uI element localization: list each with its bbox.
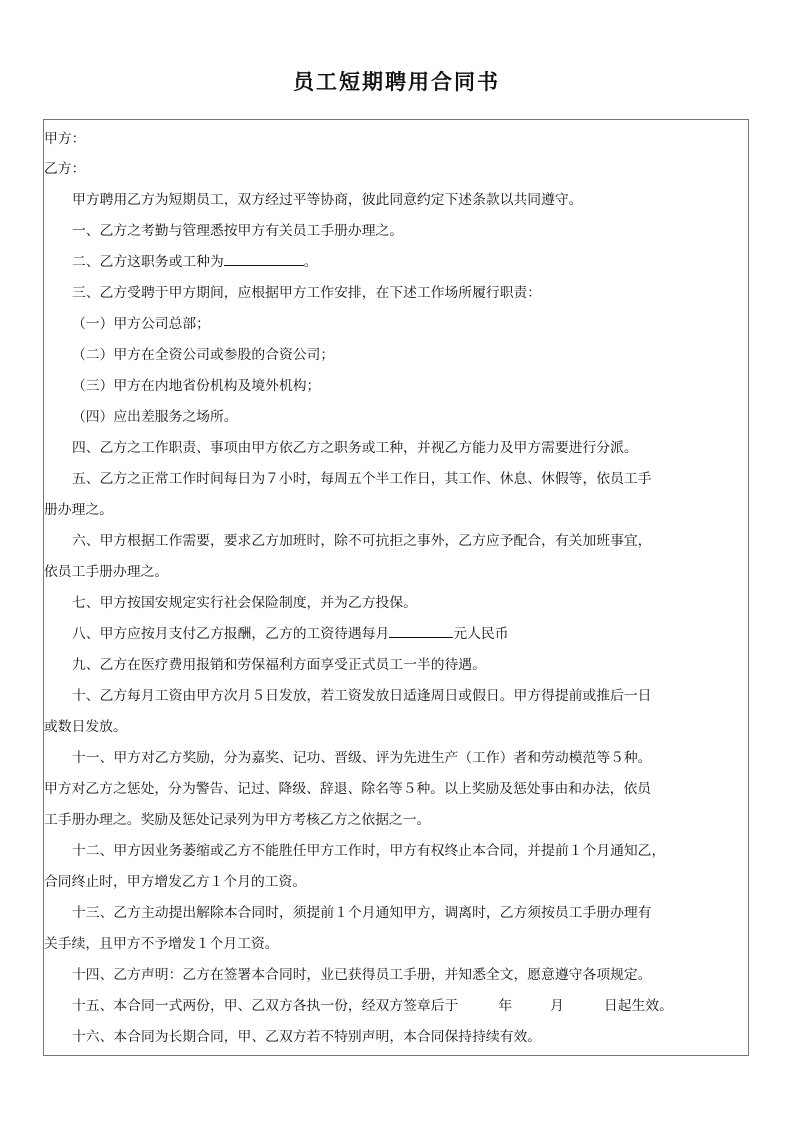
clause-15-day: 日起生效。 (603, 998, 673, 1014)
clause-1: 一、乙方之考勤与管理悉按甲方有关员工手册办理之。 (72, 223, 404, 239)
clause-3-item-3: （三）甲方在内地省份机构及境外机构； (72, 378, 321, 394)
clause-3-item-4: （四）应出差服务之场所。 (72, 409, 238, 425)
clause-11-line-1: 十一、甲方对乙方奖励，分为嘉奖、记功、晋级、评为先进生产（工作）者和劳动模范等５种。 (72, 750, 652, 766)
clause-14: 十四、乙方声明：乙方在签署本合同时，业已获得员工手册，并知悉全文，愿意遵守各项规定。 (72, 967, 652, 983)
clause-5-line-1: 五、乙方之正常工作时间每日为７小时，每周五个半工作日，其工作、休息、休假等，依员工手 (72, 471, 652, 487)
clause-13-line-1: 十三、乙方主动提出解除本合同时，须提前１个月通知甲方，调离时，乙方须按员工手册办理有 (72, 905, 652, 921)
party-b-line: 乙方： (44, 161, 86, 177)
clause-8 (44, 619, 750, 650)
clause-12-line-2: 合同终止时，甲方增发乙方１个月的工资。 (44, 874, 307, 890)
clause-11-line-3: 工手册办理之。奖励及惩处记录列为甲方考核乙方之依据之一。 (44, 812, 431, 828)
clause-15-month: 月 (550, 998, 564, 1014)
clause-3-item-1: （一）甲方公司总部； (72, 316, 210, 332)
clause-3: 三、乙方受聘于甲方期间，应根据甲方工作安排，在下述工作场所履行职责： (72, 285, 542, 301)
position-blank[interactable] (224, 250, 304, 266)
clause-15-text: 十五、本合同一式两份，甲、乙双方各执一份，经双方签章后于 (72, 998, 459, 1014)
clause-4: 四、乙方之工作职责、事项由甲方依乙方之职务或工种，并视乙方能力及甲方需要进行分派。 (72, 440, 638, 456)
clause-10-line-2: 或数日发放。 (44, 719, 127, 735)
clause-13-line-2: 关手续，且甲方不予增发１个月工资。 (44, 936, 279, 952)
clause-6-line-2: 依员工手册办理之。 (44, 564, 169, 580)
clause-12-line-1: 十二、甲方因业务萎缩或乙方不能胜任甲方工作时，甲方有权终止本合同，并提前１个月通知乙， (72, 843, 666, 859)
clause-16: 十六、本合同为长期合同，甲、乙双方若不特别声明，本合同保持持续有效。 (72, 1029, 542, 1045)
page-title: 员工短期聘用合同书 (293, 69, 500, 94)
clause-5-line-2: 册办理之。 (44, 502, 113, 518)
clause-9: 九、乙方在医疗费用报销和劳保福利方面享受正式员工一半的待遇。 (72, 657, 486, 673)
clause-3-item-2: （二）甲方在全资公司或参股的合资公司； (72, 347, 335, 363)
clause-2 (44, 247, 750, 278)
clause-8-text: 八、甲方应按月支付乙方报酬，乙方的工资待遇每月 (72, 626, 390, 642)
clause-10-line-1: 十、乙方每月工资由甲方次月５日发放，若工资发放日适逢周日或假日。甲方得提前或推后一日 (72, 688, 652, 704)
party-a-line: 甲方： (44, 131, 86, 147)
clause-15-year: 年 (498, 998, 513, 1014)
clause-2-end: 。 (303, 254, 318, 270)
clause-7: 七、甲方按国安规定实行社会保险制度，并为乙方投保。 (72, 595, 417, 611)
clause-6-line-1: 六、甲方根据工作需要，要求乙方加班时，除不可抗拒之事外，乙方应予配合，有关加班事宜， (72, 533, 652, 549)
clause-15 (44, 991, 750, 1022)
clause-8-unit: 元人民币 (453, 626, 509, 642)
clause-11-line-2: 甲方对乙方之惩处，分为警告、记过、降级、辞退、除名等５种。以上奖励及惩处事由和办法，依员 (44, 781, 652, 797)
contract-body (43, 119, 749, 1056)
intro-paragraph: 甲方聘用乙方为短期员工，双方经过平等协商，彼此同意约定下述条款以共同遵守。 (72, 192, 583, 208)
clause-2-text: 二、乙方这职务或工种为 (72, 254, 224, 270)
salary-blank[interactable] (389, 622, 453, 638)
